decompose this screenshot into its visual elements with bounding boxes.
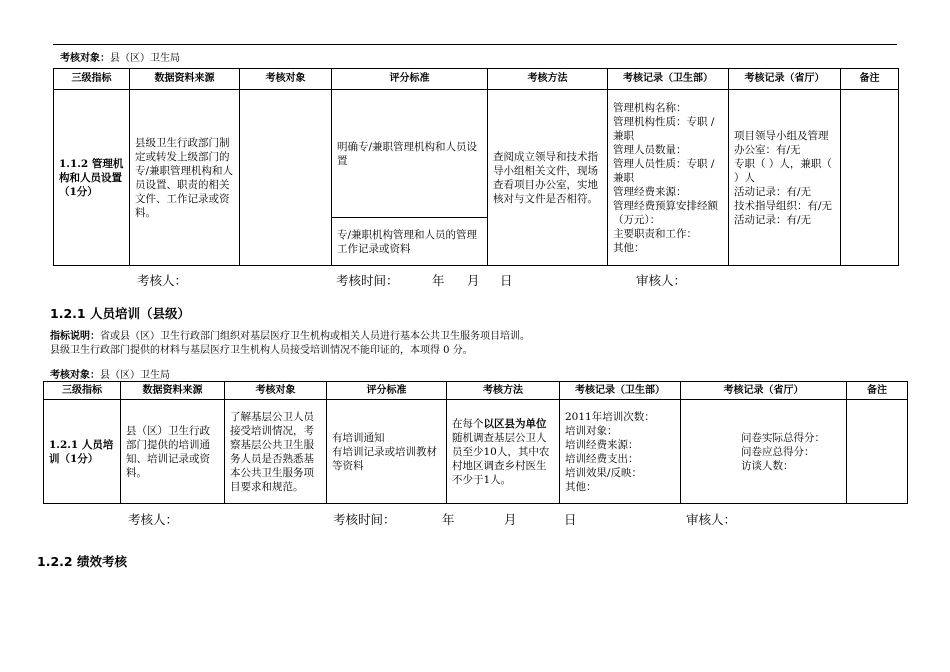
top-rule — [53, 44, 897, 45]
header-method: 考核方法 — [447, 382, 560, 400]
header-method: 考核方法 — [488, 69, 608, 90]
header-record-province: 考核记录（省厅） — [681, 382, 847, 400]
section2-heading: 1.2.1 人员培训（县级） — [50, 306, 190, 321]
source-cell: 县级卫生行政部门制定或转发上级部门的专/兼职管理机构和人员设置、职责的相关文件、工作记录或资料。 — [130, 90, 240, 266]
section1-time: 考核时间： — [336, 273, 399, 288]
section1-examiner: 考核人： — [137, 273, 188, 288]
source-cell: 县（区）卫生行政部门提供的培训通知、培训记录或资料。 — [121, 400, 225, 504]
method-cell: 查阅成立领导和技术指导小组相关文件，现场查看项目办公室，实地核对与文件是否相符。 — [488, 90, 608, 266]
header-record-ministry: 考核记录（卫生部） — [560, 382, 681, 400]
section2-table — [43, 381, 908, 504]
section1-day: 日 — [500, 273, 513, 288]
section2-target: 考核对象：县（区）卫生局 — [50, 370, 170, 381]
standard-cell-1: 明确专/兼职管理机构和人员设置 — [332, 90, 488, 218]
remark-cell — [847, 400, 908, 504]
section2-time: 考核时间： — [333, 512, 396, 527]
header-indicator: 三级指标 — [54, 69, 130, 90]
section2-day: 日 — [564, 512, 577, 527]
section2-reviewer: 审核人： — [686, 512, 737, 527]
section2-month: 月 — [504, 512, 517, 527]
standard-cell: 有培训通知 有培训记录或培训教材等资料 — [327, 400, 447, 504]
section1-reviewer: 审核人： — [636, 273, 687, 288]
section2-examiner: 考核人： — [128, 512, 179, 527]
remark-cell — [841, 90, 899, 266]
indicator-cell: 1.2.1 人员培训（1分） — [44, 400, 121, 504]
method-cell: 在每个以区县为单位随机调查基层公卫人员至少10人，其中农村地区调查乡村医生不少于1人。 — [447, 400, 560, 504]
header-object: 考核对象 — [225, 382, 327, 400]
section1-month: 月 — [467, 273, 480, 288]
section2-year: 年 — [442, 512, 455, 527]
header-remark: 备注 — [847, 382, 908, 400]
record-province-cell: 项目领导小组及管理办公室：有/无 专职（ ）人，兼职（ ）人 活动记录：有/无 技术指导组织：有/无 活动记录：有/无 — [729, 90, 841, 266]
header-record-ministry: 考核记录（卫生部） — [608, 69, 729, 90]
header-standard: 评分标准 — [332, 69, 488, 90]
record-province-cell: 问卷实际总得分： 问卷应总得分： 访谈人数： — [681, 400, 847, 504]
section3-heading: 1.2.2 绩效考核 — [37, 554, 127, 569]
object-cell — [240, 90, 332, 266]
header-object: 考核对象 — [240, 69, 332, 90]
section1-header-row — [54, 69, 899, 90]
header-record-province: 考核记录（省厅） — [729, 69, 841, 90]
header-indicator: 三级指标 — [44, 382, 121, 400]
header-source: 数据资料来源 — [121, 382, 225, 400]
section2-note: 指标说明：省或县（区）卫生行政部门组织对基层医疗卫生机构或相关人员进行基本公共卫生服务项目培训。 县级卫生行政部门提供的材料与基层医疗卫生机构人员接受培训情况不能印证的，本项得 0 分。 — [50, 331, 530, 356]
indicator-cell: 1.1.2 管理机构和人员设置（1分） — [54, 90, 130, 266]
header-standard: 评分标准 — [327, 382, 447, 400]
record-ministry-cell: 管理机构名称： 管理机构性质：专职 / 兼职 管理人员数量： 管理人员性质：专职 / 兼职 管理经费来源： 管理经费预算安排经额（万元）： 主要职责和工作： 其他： — [608, 90, 729, 266]
section1-target: 考核对象：县（区）卫生局 — [60, 53, 180, 64]
section1-year: 年 — [432, 273, 445, 288]
section2-header-row — [44, 382, 908, 400]
header-source: 数据资料来源 — [130, 69, 240, 90]
standard-cell-2: 专/兼职机构管理和人员的管理工作记录或资料 — [332, 218, 488, 266]
record-ministry-cell: 2011年培训次数： 培训对象： 培训经费来源： 培训经费支出： 培训效果/反映： 其他： — [560, 400, 681, 504]
header-remark: 备注 — [841, 69, 899, 90]
section1-table — [53, 68, 899, 266]
object-cell: 了解基层公卫人员接受培训情况，考察基层公共卫生服务人员是否熟悉基本公共卫生服务项目要求和规范。 — [225, 400, 327, 504]
